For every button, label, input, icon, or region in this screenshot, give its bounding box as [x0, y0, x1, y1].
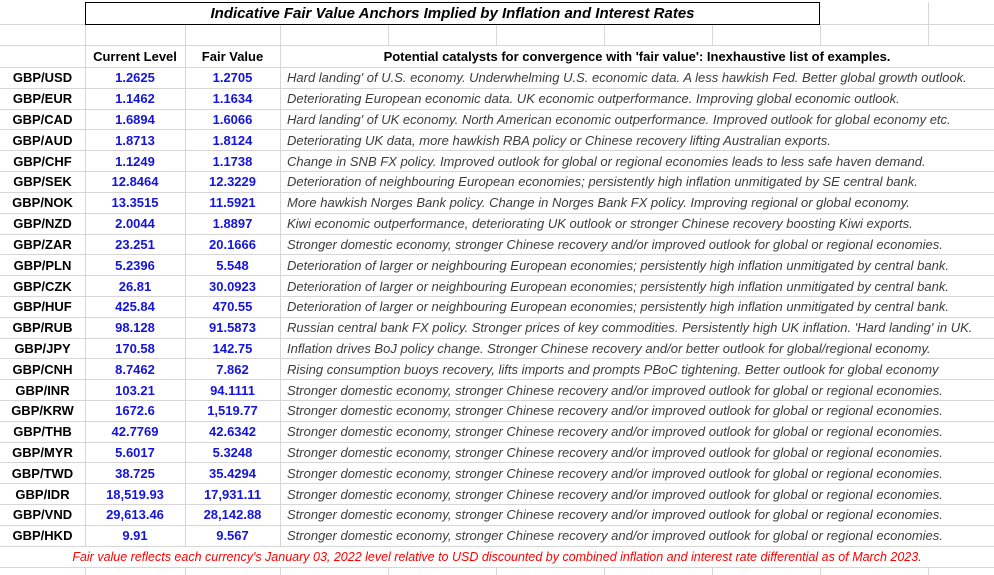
pair-cell[interactable]: GBP/TWD [11, 465, 74, 481]
fair-value-cell[interactable]: 1.2705 [212, 70, 253, 86]
current-level-cell[interactable]: 23.251 [115, 236, 155, 252]
pair-cell[interactable]: GBP/EUR [12, 91, 73, 107]
table-row [0, 339, 994, 360]
catalyst-cell[interactable]: Inflation drives BoJ policy change. Stronger Chinese recovery and/or better outlook for global/regional economy. [287, 340, 931, 356]
header-fair-value[interactable]: Fair Value [201, 49, 264, 64]
table-row [0, 276, 994, 297]
table-row [0, 110, 994, 131]
fair-value-cell[interactable]: 1.1738 [212, 153, 253, 169]
table-row [0, 68, 994, 89]
table-row [0, 505, 994, 526]
current-level-cell[interactable]: 18,519.93 [106, 486, 164, 502]
header-row [0, 46, 994, 68]
pair-cell[interactable]: GBP/NZD [13, 216, 72, 232]
page-title: Indicative Fair Value Anchors Implied by Inflation and Interest Rates [210, 5, 695, 22]
catalyst-cell[interactable]: Stronger domestic economy, stronger Chinese recovery and/or improved outlook for global or regional economies. [287, 236, 943, 252]
gridline-tick [496, 25, 497, 45]
catalyst-cell[interactable]: Deterioration of larger or neighbouring European economies; persistently high inflation unmitigated by central bank. [287, 299, 949, 315]
gridline-tick [185, 568, 186, 575]
fair-value-cell[interactable]: 142.75 [212, 340, 253, 356]
catalyst-cell[interactable]: Stronger domestic economy, stronger Chinese recovery and/or improved outlook for global or regional economies. [287, 507, 943, 523]
catalyst-cell[interactable]: Deterioration of neighbouring European economies; persistently high inflation unmitigated by SE central bank. [287, 174, 918, 190]
gridline-tick [496, 568, 497, 575]
table-row [0, 443, 994, 464]
table-row [0, 235, 994, 256]
gridline-tick [85, 568, 86, 575]
fair-value-cell[interactable]: 42.6342 [209, 424, 256, 440]
table-row [0, 151, 994, 172]
table-row [0, 359, 994, 380]
catalyst-cell[interactable]: Deteriorating UK data, more hawkish RBA policy or Chinese recovery lifting Australian exports. [287, 132, 831, 148]
catalyst-cell[interactable]: Hard landing' of U.S. economy. Underwhelming U.S. economic data. A less hawkish Fed. Better global growth outlook. [287, 70, 967, 86]
current-level-cell[interactable]: 1.8713 [115, 132, 155, 148]
table-row [0, 255, 994, 276]
pair-cell[interactable]: GBP/CNH [12, 361, 73, 377]
fair-value-cell[interactable]: 9.567 [216, 528, 249, 544]
fair-value-cell[interactable]: 1.6066 [212, 112, 253, 128]
catalyst-cell[interactable]: Russian central bank FX policy. Stronger prices of key commodities. Persistently high UK inflation. 'Hard landing' in UK. [287, 320, 973, 336]
current-level-cell[interactable]: 425.84 [115, 299, 155, 315]
current-level-cell[interactable]: 98.128 [115, 320, 155, 336]
footnote-row [0, 547, 994, 568]
gridline-col-a [85, 2, 86, 547]
header-current-level[interactable]: Current Level [93, 49, 177, 64]
fair-value-cell[interactable]: 20.1666 [209, 236, 256, 252]
gridline-col-c [280, 2, 281, 547]
current-level-cell[interactable]: 29,613.46 [106, 507, 164, 523]
pair-cell[interactable]: GBP/NOK [12, 195, 73, 211]
blank-row [0, 25, 994, 46]
pair-cell[interactable]: GBP/SEK [13, 174, 72, 190]
gridline-tick [604, 25, 605, 45]
current-level-cell[interactable]: 2.0044 [115, 216, 155, 232]
current-level-cell[interactable]: 5.2396 [115, 257, 155, 273]
table-row [0, 484, 994, 505]
pair-cell[interactable]: GBP/CZK [13, 278, 72, 294]
gridline-tick [820, 25, 821, 45]
fair-value-cell[interactable]: 1.1634 [212, 91, 253, 107]
pair-cell[interactable]: GBP/HKD [12, 528, 73, 544]
footnote-text[interactable]: Fair value reflects each currency's January 03, 2022 level relative to USD discounted by combined inflation and interest rate differential as of March 2023. [72, 549, 922, 564]
table-row [0, 318, 994, 339]
current-level-cell[interactable]: 26.81 [118, 278, 152, 294]
table-row [0, 463, 994, 484]
catalyst-cell[interactable]: Deterioration of larger or neighbouring European economies; persistently high inflation unmitigated by central bank. [287, 278, 949, 294]
pair-cell[interactable]: GBP/CAD [12, 112, 73, 128]
fair-value-cell[interactable]: 30.0923 [209, 278, 256, 294]
gridline-tick [712, 568, 713, 575]
pair-cell[interactable]: GBP/RUB [12, 320, 73, 336]
pair-cell[interactable]: GBP/PLN [13, 257, 72, 273]
gridline-tick [388, 25, 389, 45]
gridline-tick [604, 568, 605, 575]
current-level-cell[interactable]: 12.8464 [111, 174, 159, 190]
current-level-cell[interactable]: 170.58 [115, 340, 155, 356]
current-level-cell[interactable]: 103.21 [115, 382, 155, 398]
fair-value-cell[interactable]: 1,519.77 [207, 403, 258, 419]
pair-cell[interactable]: GBP/ZAR [13, 236, 72, 252]
current-level-cell[interactable]: 8.7462 [115, 361, 155, 377]
pair-cell[interactable]: GBP/IDR [15, 486, 70, 502]
catalyst-cell[interactable]: More hawkish Norges Bank policy. Change in Norges Bank FX policy. Improving regional or global economy. [287, 195, 910, 211]
fair-value-cell[interactable]: 5.3248 [212, 445, 253, 461]
table-row [0, 193, 994, 214]
catalyst-cell[interactable]: Stronger domestic economy, stronger Chinese recovery and/or improved outlook for global or regional economies. [287, 465, 943, 481]
table-row [0, 214, 994, 235]
catalyst-cell[interactable]: Stronger domestic economy, stronger Chinese recovery and/or improved outlook for global or regional economies. [287, 382, 943, 398]
pair-cell[interactable]: GBP/MYR [12, 445, 73, 461]
pair-cell[interactable]: GBP/KRW [11, 403, 74, 419]
table-row [0, 401, 994, 422]
table-row [0, 380, 994, 401]
current-level-cell[interactable]: 1672.6 [115, 403, 155, 419]
current-level-cell[interactable]: 5.6017 [115, 445, 155, 461]
pair-cell[interactable]: GBP/USD [12, 70, 73, 86]
pair-cell[interactable]: GBP/CHF [13, 153, 72, 169]
table-row [0, 89, 994, 110]
table-row [0, 526, 994, 547]
gridline-tick [712, 25, 713, 45]
fair-value-cell[interactable]: 28,142.88 [203, 507, 262, 523]
header-catalysts[interactable]: Potential catalysts for convergence with 'fair value': Inexhaustive list of examples. [383, 49, 891, 64]
catalyst-cell[interactable]: Change in SNB FX policy. Improved outlook for global or regional economies leads to less safe haven demand. [287, 153, 926, 169]
gridline-tick [928, 25, 929, 45]
current-level-cell[interactable]: 42.7769 [111, 424, 159, 440]
catalyst-cell[interactable]: Stronger domestic economy, stronger Chinese recovery and/or improved outlook for global or regional economies. [287, 403, 943, 419]
gridline-tick [820, 568, 821, 575]
fair-value-cell[interactable]: 11.5921 [209, 195, 256, 211]
fair-value-cell[interactable]: 7.862 [216, 361, 249, 377]
table-body [0, 68, 994, 547]
fair-value-cell[interactable]: 94.1111 [210, 382, 255, 398]
pair-cell[interactable]: GBP/VND [12, 507, 73, 523]
catalyst-cell[interactable]: Stronger domestic economy, stronger Chinese recovery and/or improved outlook for global or regional economies. [287, 424, 943, 440]
pair-cell[interactable]: GBP/INR [15, 382, 70, 398]
current-level-cell[interactable]: 1.2625 [115, 70, 155, 86]
fair-value-cell[interactable]: 1.8124 [212, 132, 253, 148]
bottom-strip [0, 568, 994, 575]
fair-value-cell[interactable]: 1.8897 [212, 216, 253, 232]
gridline-tick [928, 568, 929, 575]
current-level-cell[interactable]: 1.1249 [115, 153, 155, 169]
catalyst-cell[interactable]: Stronger domestic economy, stronger Chinese recovery and/or improved outlook for global or regional economies. [287, 445, 943, 461]
catalyst-cell[interactable]: Kiwi economic outperformance, deteriorating UK outlook or stronger Chinese recovery boosting Kiwi exports. [287, 216, 913, 232]
gridline-tick [928, 2, 929, 24]
table-row [0, 297, 994, 318]
gridline-tick [388, 568, 389, 575]
fair-value-cell[interactable]: 17,931.11 [203, 486, 262, 502]
catalyst-cell[interactable]: Hard landing' of UK economy. North American economic outperformance. Improved outlook for global economy etc. [287, 112, 951, 128]
catalyst-cell[interactable]: Rising consumption buoys recovery, lifts imports and prompts PBoC tightening. Better outlook for global economy [287, 361, 939, 377]
fair-value-cell[interactable]: 470.55 [212, 299, 253, 315]
catalyst-cell[interactable]: Stronger domestic economy, stronger Chinese recovery and/or improved outlook for global or regional economies. [287, 486, 943, 502]
table-row [0, 172, 994, 193]
catalyst-cell[interactable]: Deteriorating European economic data. UK economic outperformance. Improving global economic outlook. [287, 91, 900, 107]
current-level-cell[interactable]: 13.3515 [111, 195, 159, 211]
table-row [0, 422, 994, 443]
pair-cell[interactable]: GBP/THB [13, 424, 72, 440]
fair-value-cell[interactable]: 35.4294 [209, 465, 256, 481]
fair-value-cell[interactable]: 5.548 [216, 257, 249, 273]
table-row [0, 130, 994, 151]
catalyst-cell[interactable]: Stronger domestic economy, stronger Chinese recovery and/or improved outlook for global or regional economies. [287, 528, 943, 544]
fair-value-cell[interactable]: 91.5873 [209, 320, 256, 336]
pair-cell[interactable]: GBP/HUF [13, 299, 72, 315]
current-level-cell[interactable]: 1.6894 [115, 112, 155, 128]
gridline-col-b [185, 2, 186, 547]
catalyst-cell[interactable]: Deterioration of larger or neighbouring European economies; persistently high inflation unmitigated by central bank. [287, 257, 949, 273]
current-level-cell[interactable]: 1.1462 [115, 91, 155, 107]
fair-value-cell[interactable]: 12.3229 [209, 174, 256, 190]
current-level-cell[interactable]: 38.725 [115, 465, 155, 481]
pair-cell[interactable]: GBP/AUD [12, 132, 73, 148]
gridline-tick [280, 568, 281, 575]
current-level-cell[interactable]: 9.91 [122, 528, 148, 544]
title-cell[interactable] [85, 2, 820, 25]
pair-cell[interactable]: GBP/JPY [14, 340, 71, 356]
